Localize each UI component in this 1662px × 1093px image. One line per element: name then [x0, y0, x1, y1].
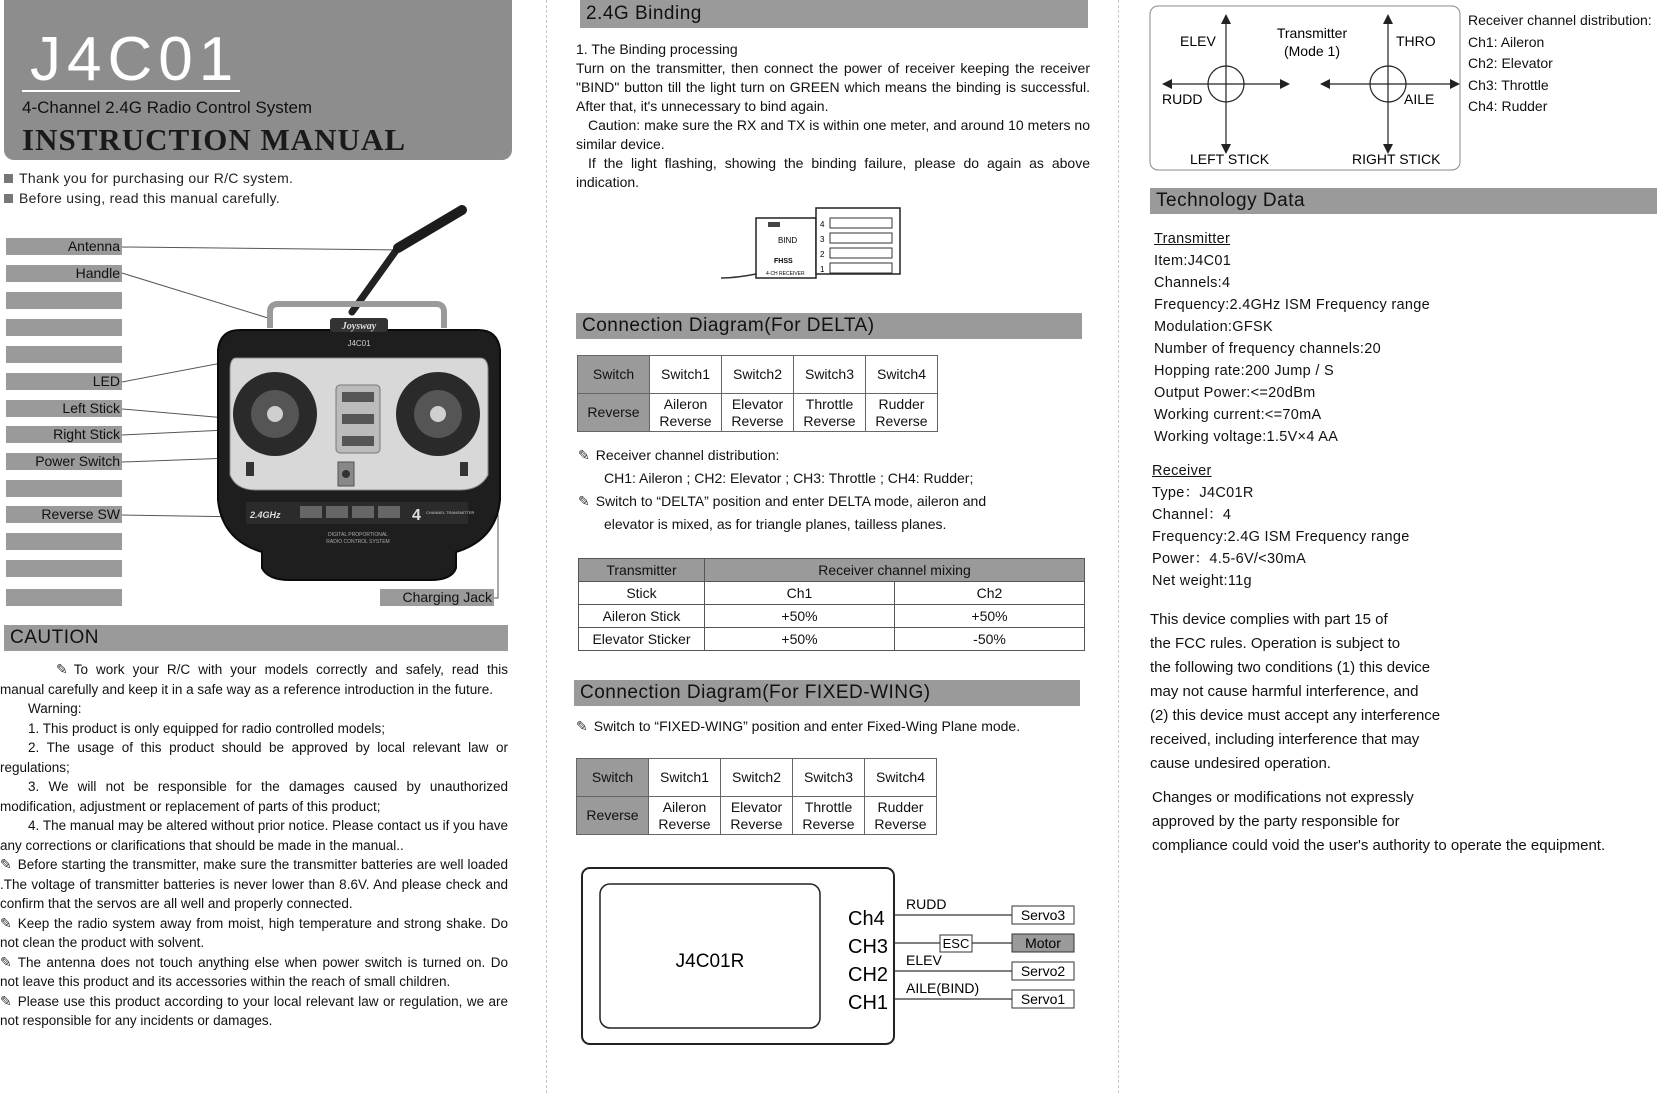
table-cell: +50%: [705, 605, 895, 628]
table-cell: Elevator Sticker: [579, 628, 705, 651]
table-cell: Switch4: [866, 356, 938, 394]
rx-fhss-text: FHSS: [774, 258, 793, 265]
table-cell: Aileron Reverse: [650, 394, 722, 432]
axis-label: RUDD: [1162, 91, 1203, 107]
axis-label: AILE: [1404, 91, 1435, 107]
table-cell: Receiver channel mixing: [705, 559, 1085, 582]
table-cell: Ch1: [705, 582, 895, 605]
pencil-icon: ✎: [576, 718, 588, 734]
trim-slot: [460, 462, 468, 476]
label-handle: Handle: [6, 265, 122, 282]
model-title: J4C01: [30, 25, 240, 94]
panel-text: DIGITAL PROPORTIONAL: [328, 532, 388, 538]
table-cell: Switch4: [865, 759, 937, 797]
binding-text: 1. The Binding processing Turn on the transmitter, then connect the power of receiver keeping the receiver "BIND" button till the light turn on GREEN which means the binding is successful. After that, it's unnecessary to bind again. Caution: make sure the RX and TX is within one meter, and around 10 meters no similar device. If the light flashing, showing the binding failure, please do again as above indication.: [576, 41, 1090, 190]
leader-line: [122, 247, 400, 250]
table-cell: Switch1: [649, 759, 721, 797]
table-cell: Switch: [578, 356, 650, 394]
table-cell: Switch: [577, 759, 649, 797]
fcc-statement: This device complies with part 15 of the FCC rules. Operation is subject to the following two conditions (1) this device may not cause harmful interference, and (2) this device must accept any interference received, including interference that may cause undesired operation.: [1150, 611, 1441, 772]
trim-slot: [342, 392, 374, 402]
fixed-switch-table: [576, 758, 937, 835]
pencil-icon: ✎: [56, 661, 68, 677]
table-cell: Throttle Reverse: [794, 394, 866, 432]
rx-bind-text: BIND: [778, 236, 798, 245]
brand-text: Joysway: [341, 321, 377, 332]
channel-label: CH2: [848, 964, 889, 986]
svg-text:2: 2: [820, 250, 825, 259]
svg-text:4: 4: [820, 220, 825, 229]
label-led: LED: [6, 373, 122, 390]
badge-text: CHANNEL TRANSMITTER: [426, 510, 475, 515]
table-cell: Switch2: [722, 356, 794, 394]
receiver-name: J4C01R: [675, 951, 745, 972]
pencil-icon: ✎: [0, 992, 12, 1009]
wiring-diagram: [576, 860, 1086, 1050]
mode-title: (Mode 1): [1283, 43, 1341, 59]
receiver-illustration: [716, 200, 916, 300]
table-cell: Aileron Reverse: [649, 797, 721, 835]
table-cell: Switch2: [721, 759, 793, 797]
column-divider: [546, 0, 547, 1093]
table-cell: Stick: [579, 582, 705, 605]
output-label: Servo2: [1020, 963, 1066, 979]
table-cell: Ch2: [895, 582, 1085, 605]
transmitter-model-text: J4C01: [347, 339, 371, 348]
subtitle: 4-Channel 2.4G Radio Control System: [22, 98, 313, 117]
trim-slot: [342, 436, 374, 446]
wire-label: AILE(BIND): [906, 980, 980, 996]
right-stick-shape: [430, 406, 446, 422]
stick-label: LEFT STICK: [1190, 151, 1270, 167]
wire-label: RUDD: [906, 896, 947, 912]
table-cell: Transmitter: [579, 559, 705, 582]
caution-text: ✎ To work your R/C with your models correctly and safely, read this manual carefully and keep it in a safe way as a reference introduction in the future. Warning: 1. This product is only equipped for radio controlled models; 2. The usage of this product should be approved by local relevant law or regulations; 3. We will not be responsible for the damages caused by unauthorized modification, adjustment or replacement of parts of this product; 4. The manual may be altered without prior notice. Please contact us if you have any corrections or clarifications that should be made in the manual.. ✎ Before starting the transmitter, make sure the transmitter batteries are well loaded .The voltage of transmitter batteries is never lower than 8.6V. And please check and confirm that the servos are all well and properly connected. ✎ Keep the radio system away from moist, high temperature and strong shake. Do not clean the product with solvent. ✎ The antenna does not touch anything else when power switch is turned on. Do not leave this product and its accessories within the reach of small children. ✎ Please use this product according to your local relevant law or regulation, we are not responsible for any incidents or damages.: [0, 661, 508, 1028]
caution-heading: CAUTION: [4, 625, 508, 651]
delta-notes: ✎ Receiver channel distribution: CH1: Aileron ; CH2: Elevator ; CH3: Throttle ; CH4: Rudder; ✎ Switch to “DELTA” position and enter DELTA mode, aileron and elevator is mixed, as for triangle planes, tailless planes.: [578, 444, 1088, 536]
label-charging-jack: Charging Jack: [380, 589, 494, 606]
pencil-icon: ✎: [0, 953, 12, 970]
stick-mode-diagram: [1148, 4, 1464, 174]
pencil-icon: ✎: [578, 447, 590, 463]
channel-label: Ch4: [848, 908, 885, 930]
left-stick-shape: [267, 406, 283, 422]
pencil-icon: ✎: [0, 914, 12, 931]
table-cell: +50%: [705, 628, 895, 651]
label-left-stick: Left Stick: [6, 400, 122, 417]
label-power-switch: Power Switch: [6, 453, 122, 470]
table-cell: Elevator Reverse: [722, 394, 794, 432]
tech-transmitter: Transmitter Item:J4C01 Channels:4 Frequency:2.4GHz ISM Frequency range Modulation:GFSK Number of frequency channels:20 Hopping rate:200 Jump / S Output Power:<=20dBm Working current:<=70mA Working voltage:1.5V×4 AA: [1154, 231, 1430, 445]
delta-switch-table: [577, 355, 938, 432]
rx-name-text: 4-CH RECEIVER: [766, 271, 805, 277]
output-label: Servo1: [1020, 991, 1066, 1007]
model-underline: [22, 90, 240, 92]
transmitter-illustration: [0, 200, 520, 610]
table-cell: Throttle Reverse: [793, 797, 865, 835]
label-right-stick: Right Stick: [6, 426, 122, 443]
table-cell: Reverse: [577, 797, 649, 835]
fcc-modification-note: Changes or modifications not expressly approved by the party responsible for compliance could void the user's authority to operate the equipment.: [1152, 789, 1606, 854]
intro-line: Thank you for purchasing our R/C system.: [4, 170, 293, 186]
table-cell: Rudder Reverse: [866, 394, 938, 432]
delta-mixing-table: [578, 558, 1085, 651]
table-cell: -50%: [895, 628, 1085, 651]
wire-label: ELEV: [906, 952, 942, 968]
tech-receiver: Receiver Type：J4C01R Channel：4 Frequency:2.4G ISM Frequency range Power：4.5-6V/<30mA Net weight:11g: [1152, 463, 1410, 589]
table-cell: Rudder Reverse: [865, 797, 937, 835]
trim-slot: [246, 462, 254, 476]
stick-label: RIGHT STICK: [1352, 151, 1441, 167]
manual-title: INSTRUCTION MANUAL: [22, 122, 407, 157]
table-cell: Elevator Reverse: [721, 797, 793, 835]
fixed-wing-note: ✎ Switch to “FIXED-WING” position and enter Fixed-Wing Plane mode.: [576, 718, 1021, 734]
column-divider: [1118, 0, 1119, 1093]
svg-text:3: 3: [820, 235, 825, 244]
table-cell: +50%: [895, 605, 1085, 628]
bullet-icon: [4, 174, 13, 183]
trim-slot: [342, 414, 374, 424]
axis-label: THRO: [1396, 33, 1436, 49]
channel-label: CH1: [848, 992, 889, 1014]
fixed-wing-heading: Connection Diagram(For FIXED-WING): [574, 680, 1080, 706]
table-cell: Switch1: [650, 356, 722, 394]
logo-text: 2.4GHz: [250, 510, 281, 520]
output-label: Servo3: [1020, 907, 1066, 923]
tech-heading: Technology Data: [1150, 188, 1657, 214]
table-cell: Switch3: [794, 356, 866, 394]
table-cell: Reverse: [578, 394, 650, 432]
channel-distribution: Receiver channel distribution: Ch1: Aileron Ch2: Elevator Ch3: Throttle Ch4: Rudder: [1468, 12, 1652, 114]
label-antenna: Antenna: [6, 238, 122, 255]
badge-number: 4: [412, 507, 421, 524]
intro-line: Before using, read this manual carefully.: [4, 190, 280, 206]
leader-line: [122, 273, 268, 318]
axis-label: ELEV: [1180, 33, 1216, 49]
panel-text: RADIO CONTROL SYSTEM: [326, 539, 390, 545]
label-reverse-sw: Reverse SW: [6, 506, 122, 523]
table-cell: Switch3: [793, 759, 865, 797]
svg-text:1: 1: [820, 265, 825, 274]
esc-label: ESC: [942, 936, 970, 951]
table-cell: Aileron Stick: [579, 605, 705, 628]
output-label: Motor: [1025, 935, 1061, 951]
receiver-body: [756, 218, 816, 278]
pencil-icon: ✎: [578, 493, 590, 509]
channel-label: CH3: [848, 936, 889, 958]
antenna-shape: [398, 210, 462, 248]
delta-heading: Connection Diagram(For DELTA): [576, 313, 1082, 339]
mode-title: Transmitter: [1276, 25, 1348, 41]
pencil-icon: ✎: [0, 856, 12, 872]
binding-heading: 2.4G Binding: [580, 0, 1088, 28]
